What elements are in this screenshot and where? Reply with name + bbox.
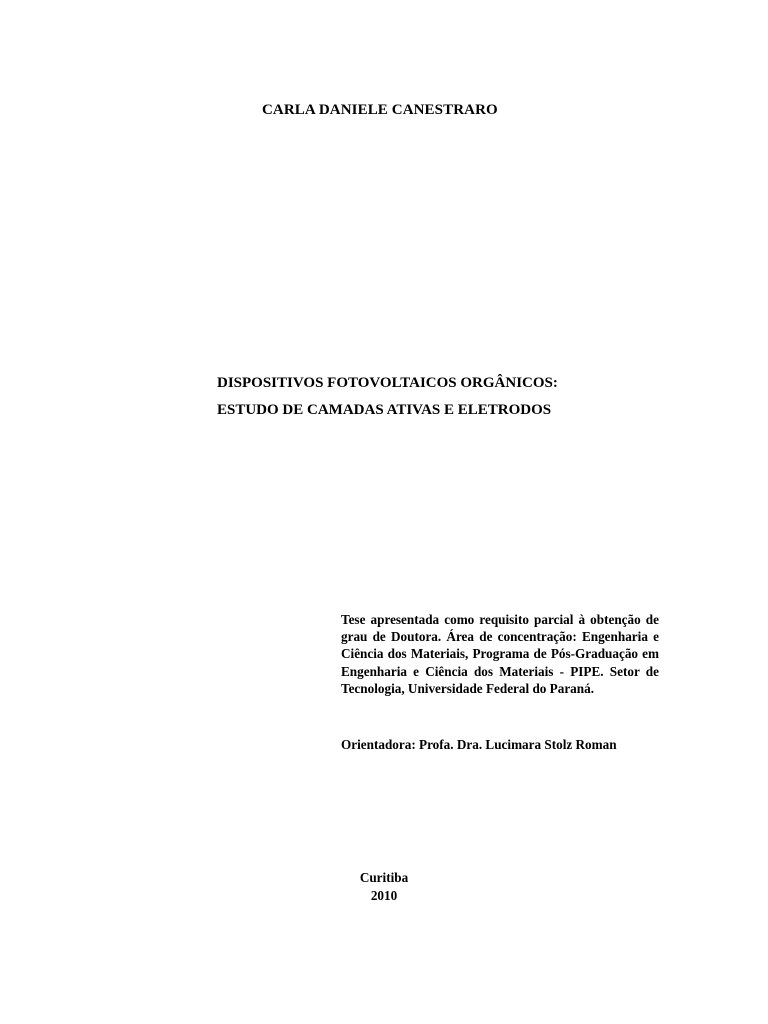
thesis-description: Tese apresentada como requisito parcial à obtenção de grau de Doutora. Área de concentração: Engenharia e Ciência dos Materiais, Programa de Pós-Graduação em Engenharia e Ciência dos Materiais - PIPE. Setor de Tecnologia, Universidade Federal do Paraná. xyxy=(341,612,659,696)
city: Curitiba xyxy=(359,870,409,885)
thesis-title xyxy=(217,370,558,424)
advisor-name: Orientadora: Profa. Dra. Lucimara Stolz Roman xyxy=(341,737,617,752)
thesis-title-line-2: ESTUDO DE CAMADAS ATIVAS E ELETRODOS xyxy=(217,402,552,418)
thesis-title-line-1: DISPOSITIVOS FOTOVOLTAICOS ORGÂNICOS: xyxy=(217,375,558,391)
author-name: CARLA DANIELE CANESTRARO xyxy=(262,102,498,118)
year: 2010 xyxy=(370,887,398,903)
place-and-year xyxy=(340,869,428,904)
